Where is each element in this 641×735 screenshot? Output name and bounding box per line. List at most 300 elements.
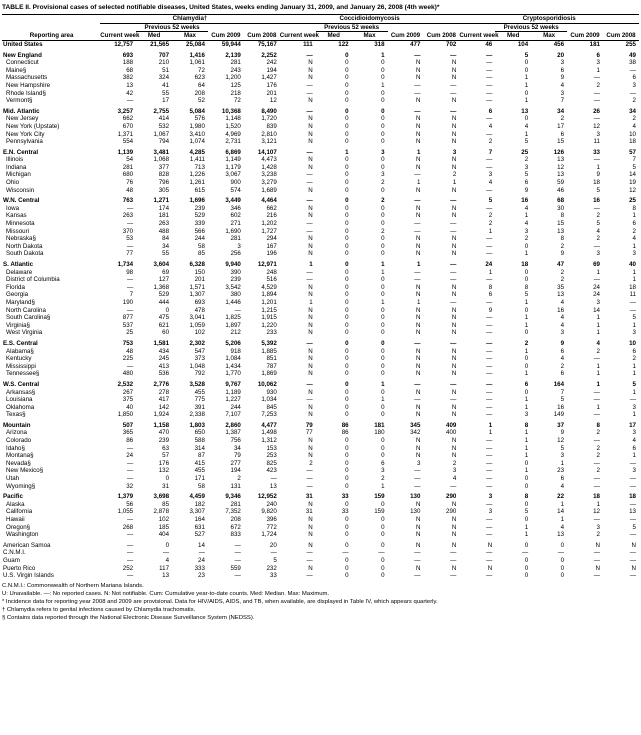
row-label: Virginia§ (6, 321, 30, 329)
row-value: 1,084 (225, 355, 241, 363)
row-value: — (486, 500, 493, 508)
row-value: 2 (632, 355, 636, 363)
row-value: 0 (345, 362, 349, 370)
row-value: 1 (596, 380, 600, 388)
row-value: 212 (230, 329, 241, 337)
row-value: 2 (596, 452, 600, 460)
table-row (2, 475, 639, 483)
row-value: — (414, 81, 421, 89)
row-value: 46 (485, 40, 493, 48)
row-value: N (415, 250, 421, 258)
row-value: — (126, 467, 134, 475)
row-value: 0 (381, 556, 385, 564)
row-value: 3,449 (225, 197, 241, 205)
blank-cell-8 (459, 23, 495, 32)
row-value: 10 (629, 130, 636, 138)
row-value: 1 (452, 179, 457, 187)
row-value: 6 (596, 51, 600, 59)
row-value: 470 (158, 429, 170, 437)
row-value: 3 (560, 89, 565, 97)
row-value: 1 (632, 242, 636, 250)
row-value: 2 (632, 115, 636, 123)
row-value: 1,696 (189, 197, 205, 205)
row-value: N (451, 186, 457, 194)
row-value: 0 (345, 556, 349, 564)
row-value: 14 (557, 508, 565, 516)
row-value: 3,041 (189, 314, 205, 322)
row-value: — (486, 411, 493, 419)
row-value: 5 (632, 380, 636, 388)
row-label: Montana§ (6, 452, 34, 460)
row-value: 529 (158, 291, 170, 299)
row-value: — (486, 355, 493, 363)
row-value: 391 (194, 403, 205, 411)
row-value: 0 (381, 564, 385, 572)
row-value: 69 (593, 261, 600, 269)
row-value: 4 (560, 314, 565, 322)
row-value: N (308, 283, 313, 291)
row-value: 1 (524, 437, 529, 445)
row-value: 1,803 (189, 421, 205, 429)
row-value: 104 (517, 40, 529, 48)
row-value: 529 (194, 212, 205, 220)
row-value: 17 (557, 122, 565, 130)
row-value: 0 (345, 467, 349, 475)
row-value: 2 (309, 459, 313, 467)
row-value: 396 (266, 516, 277, 524)
row-value: 194 (230, 467, 241, 475)
row-value: N (451, 541, 457, 549)
row-value: 196 (266, 250, 277, 258)
row-value: — (306, 107, 313, 115)
row-value: 25 (629, 197, 636, 205)
row-value: 11 (593, 138, 600, 146)
row-value: — (450, 482, 457, 490)
row-value: 4 (524, 122, 529, 130)
row-value: — (306, 197, 313, 205)
corner-cell (2, 15, 100, 24)
row-value: 278 (158, 388, 170, 396)
blank-cell-9 (567, 23, 603, 32)
row-value: N (308, 314, 313, 322)
row-value: 0 (345, 347, 349, 355)
row-value: N (595, 541, 600, 549)
row-value: 0 (381, 403, 385, 411)
row-value: 5 (632, 523, 636, 531)
row-value: 650 (194, 429, 205, 437)
row-value: 0 (381, 122, 385, 130)
row-value: 126 (553, 148, 565, 156)
row-value: — (486, 459, 493, 467)
row-value: — (629, 531, 636, 539)
group-coccidioidomycosis: Coccidioidomycosis (280, 15, 460, 24)
row-value: 0 (345, 475, 349, 483)
row-label: Mid. Atlantic (3, 107, 40, 115)
row-value: 68 (557, 197, 565, 205)
row-value: N (415, 242, 421, 250)
table-row (2, 363, 639, 371)
row-value: — (270, 549, 277, 557)
table-row (2, 307, 639, 315)
row-value: 12,971 (257, 261, 277, 269)
row-value: — (126, 306, 134, 314)
row-value: 56 (126, 500, 134, 508)
row-value: 0 (381, 115, 385, 123)
row-value: 201 (194, 276, 205, 284)
row-value: 6 (560, 347, 565, 355)
table-row (2, 565, 639, 573)
row-value: 23 (557, 467, 565, 475)
row-value: 1,202 (261, 220, 277, 228)
row-value: 256 (230, 250, 241, 258)
row-value: 0 (381, 500, 385, 508)
row-value: — (306, 396, 313, 404)
row-value: 0 (524, 66, 529, 74)
row-value: 455 (194, 388, 205, 396)
row-value: 1,520 (225, 122, 241, 130)
row-value: — (486, 329, 493, 337)
row-value: 4 (560, 81, 565, 89)
row-value: 404 (158, 531, 170, 539)
row-value: — (450, 572, 457, 580)
row-value: 1 (381, 51, 385, 59)
row-value: 672 (230, 523, 241, 531)
row-value: 69 (162, 268, 170, 276)
row-value: 33 (341, 493, 349, 501)
row-value: 0 (381, 242, 385, 250)
row-value: N (415, 388, 421, 396)
row-value: 527 (194, 531, 205, 539)
row-value: 763 (122, 197, 134, 205)
row-value: 12 (557, 163, 565, 171)
row-value: 263 (122, 212, 134, 220)
row-value: 18 (629, 283, 636, 291)
row-value: N (308, 444, 313, 452)
row-value: 15 (557, 220, 565, 228)
row-value: — (593, 388, 600, 396)
row-value: 5 (524, 508, 529, 516)
row-value: 2 (596, 235, 600, 243)
table-row (2, 396, 639, 404)
row-value: 0 (524, 242, 529, 250)
row-value: 2 (596, 347, 600, 355)
row-value: — (486, 130, 493, 138)
table-row (2, 90, 639, 98)
row-value: N (451, 115, 457, 123)
row-value: — (126, 220, 134, 228)
row-value: — (486, 74, 493, 82)
row-label: New England (3, 51, 42, 59)
row-value: 3,121 (261, 138, 277, 146)
row-value: 271 (230, 220, 241, 228)
row-value: 6 (560, 475, 565, 483)
row-value: 13 (269, 482, 277, 490)
row-value: 10 (629, 339, 636, 347)
row-value: 833 (230, 531, 241, 539)
row-value: 588 (194, 437, 205, 445)
row-label: South Carolina§ (6, 314, 51, 322)
row-value: N (451, 291, 457, 299)
row-value: 2 (524, 235, 529, 243)
row-value: 0 (165, 306, 170, 314)
row-value: N (451, 74, 457, 82)
row-value: N (308, 500, 313, 508)
row-value: N (451, 314, 457, 322)
row-value: 7 (129, 291, 134, 299)
row-value: 1,897 (225, 321, 241, 329)
row-value: — (306, 475, 313, 483)
row-value: 8 (560, 212, 565, 220)
row-value: 0 (381, 283, 385, 291)
row-value: 181 (589, 40, 600, 48)
row-value: 5 (596, 220, 600, 228)
row-value: — (486, 523, 493, 531)
row-value: 0 (381, 531, 385, 539)
row-value: 0 (345, 482, 349, 490)
row-value: — (126, 362, 134, 370)
row-value: 0 (345, 204, 349, 212)
row-value: 0 (345, 163, 349, 171)
prev52-chlamydia: Previous 52 weeks (136, 23, 208, 32)
row-value: 2,532 (117, 380, 134, 388)
row-value: N (308, 66, 313, 74)
row-value: — (450, 380, 457, 388)
row-value: 1,434 (225, 362, 241, 370)
row-value: 3,698 (153, 493, 170, 501)
row-value: 0 (345, 261, 349, 269)
row-value: 281 (230, 235, 241, 243)
row-value: 25 (521, 148, 529, 156)
row-value: — (629, 396, 636, 404)
row-value: 4 (632, 122, 636, 130)
row-value: 8 (524, 421, 529, 429)
row-value: 851 (266, 355, 277, 363)
row-value: 796 (158, 179, 170, 187)
row-value: 2 (488, 138, 493, 146)
row-value: — (126, 572, 134, 580)
row-value: 142 (158, 403, 170, 411)
row-value: — (126, 276, 134, 284)
row-value: 1,924 (153, 411, 170, 419)
blank-cell-3 (208, 23, 244, 32)
row-value: 377 (158, 163, 170, 171)
row-value: 0 (345, 396, 349, 404)
row-value: — (126, 459, 134, 467)
row-value: 42 (126, 89, 134, 97)
row-value: 0 (345, 186, 349, 194)
row-value: N (451, 403, 457, 411)
row-label: New York (Upstate) (6, 122, 60, 130)
row-value: 47 (557, 261, 565, 269)
row-label: New Mexico§ (6, 467, 44, 475)
row-value: 342 (410, 429, 421, 437)
row-value: 2,810 (261, 130, 277, 138)
row-value: N (415, 156, 421, 164)
row-value: 0 (381, 74, 385, 82)
row-value: 34 (557, 107, 565, 115)
row-value: 0 (345, 115, 349, 123)
row-value: N (451, 388, 457, 396)
table-row (2, 250, 639, 258)
row-label: Kansas (6, 212, 27, 220)
row-value: 2 (632, 97, 636, 105)
row-value: 1,068 (153, 156, 170, 164)
row-value: N (308, 362, 313, 370)
row-value: 13 (557, 531, 565, 539)
row-value: N (308, 437, 313, 445)
row-value: 1,148 (225, 115, 241, 123)
row-value: — (126, 516, 134, 524)
row-value: 9 (560, 429, 565, 437)
row-value: 670 (122, 122, 134, 130)
row-value: — (486, 321, 493, 329)
row-value: 0 (381, 411, 385, 419)
row-value: 1 (632, 388, 636, 396)
row-value: 0 (381, 212, 385, 220)
row-value: 0 (381, 370, 385, 378)
col-crypto-current-week: Current week (459, 32, 499, 40)
blank-cell-1 (2, 23, 100, 32)
row-label: C.N.M.I. (3, 549, 26, 557)
row-value: 13 (629, 508, 636, 516)
row-value: N (308, 250, 313, 258)
table-row (2, 467, 639, 475)
row-value: 3 (452, 467, 457, 475)
blank-cell-2 (100, 23, 136, 32)
row-value: 5 (560, 396, 565, 404)
row-value: 693 (122, 51, 134, 59)
row-value: 0 (345, 156, 349, 164)
row-value: 0 (381, 97, 385, 105)
row-value: 0 (524, 541, 529, 549)
row-value: 294 (266, 235, 277, 243)
row-value: 4 (560, 523, 565, 531)
row-value: 24 (198, 556, 205, 564)
row-label: Alaska (6, 500, 25, 508)
row-value: 1 (524, 130, 529, 138)
row-value: N (451, 138, 457, 146)
row-value: 0 (381, 89, 385, 97)
row-value: 5 (488, 197, 493, 205)
row-value: 621 (158, 321, 170, 329)
row-value: 1 (596, 329, 600, 337)
row-value: 0 (345, 276, 349, 284)
row-value: 164 (553, 380, 565, 388)
row-value: 0 (345, 59, 349, 67)
row-value: — (306, 556, 313, 564)
row-value: 55 (162, 250, 170, 258)
row-value: 17 (629, 421, 636, 429)
row-value: N (451, 97, 457, 105)
row-value: N (415, 130, 421, 138)
row-value: 3 (524, 411, 529, 419)
row-value: — (414, 268, 421, 276)
row-value: 2,860 (225, 421, 241, 429)
row-value: 537 (122, 321, 134, 329)
row-value: — (486, 556, 493, 564)
row-value: 0 (345, 171, 349, 179)
row-value: 1 (488, 268, 493, 276)
row-value: — (234, 306, 241, 314)
row-value: 1,689 (261, 186, 277, 194)
row-value: 3 (632, 403, 636, 411)
row-value: — (593, 516, 600, 524)
row-label: Maryland§ (6, 298, 35, 306)
row-value: — (414, 380, 421, 388)
table-row (2, 269, 639, 277)
row-value: N (415, 74, 421, 82)
row-label: South Dakota (6, 250, 44, 258)
row-value: 1,885 (261, 347, 277, 355)
row-value: 2,302 (189, 339, 205, 347)
row-value: 2 (488, 212, 493, 220)
row-value: 4 (452, 475, 457, 483)
row-value: N (415, 347, 421, 355)
row-value: 58 (198, 242, 205, 250)
row-value: — (306, 467, 313, 475)
group-cryptosporidiosis: Cryptosporidiosis (459, 15, 639, 24)
table-row (2, 493, 639, 501)
row-value: 0 (381, 156, 385, 164)
row-value: 37 (557, 421, 565, 429)
row-value: 0 (560, 556, 565, 564)
row-value: 9 (524, 186, 529, 194)
row-value: N (308, 74, 313, 82)
row-label: Indiana (6, 163, 27, 171)
row-value: 164 (194, 516, 205, 524)
row-value: 930 (266, 388, 277, 396)
table-row (2, 549, 639, 557)
row-value: — (593, 411, 600, 419)
row-value: — (486, 186, 493, 194)
row-value: 9,346 (225, 493, 241, 501)
row-value: 57 (629, 148, 636, 156)
row-value: 1 (596, 370, 600, 378)
row-value: 85 (162, 500, 170, 508)
row-value: 693 (194, 298, 205, 306)
row-value: 72 (233, 97, 241, 105)
table-row (2, 557, 639, 565)
row-value: — (486, 380, 493, 388)
row-value: 1 (381, 396, 385, 404)
row-value: — (486, 51, 493, 59)
row-value: 1 (524, 212, 529, 220)
table-row (2, 524, 639, 532)
row-value: — (486, 452, 493, 460)
row-value: 59 (557, 179, 565, 187)
row-value: 13 (162, 572, 170, 580)
row-value: 194 (266, 66, 277, 74)
row-value: 5 (596, 186, 600, 194)
row-value: 1 (632, 321, 636, 329)
row-value: 1,894 (261, 291, 277, 299)
row-value: 1,034 (261, 396, 277, 404)
row-value: 756 (230, 437, 241, 445)
row-value: 7 (632, 156, 636, 164)
row-value: 0 (345, 380, 349, 388)
row-value: — (450, 81, 457, 89)
row-value: 0 (524, 268, 529, 276)
row-value: 245 (158, 355, 170, 363)
row-value: 0 (381, 186, 385, 194)
row-value: 6,869 (225, 148, 241, 156)
row-value: 13 (557, 156, 565, 164)
row-value: 12 (557, 437, 565, 445)
row-value: 18 (521, 261, 529, 269)
row-value: N (451, 411, 457, 419)
row-label: Idaho§ (6, 444, 25, 452)
row-value: 176 (266, 81, 277, 89)
